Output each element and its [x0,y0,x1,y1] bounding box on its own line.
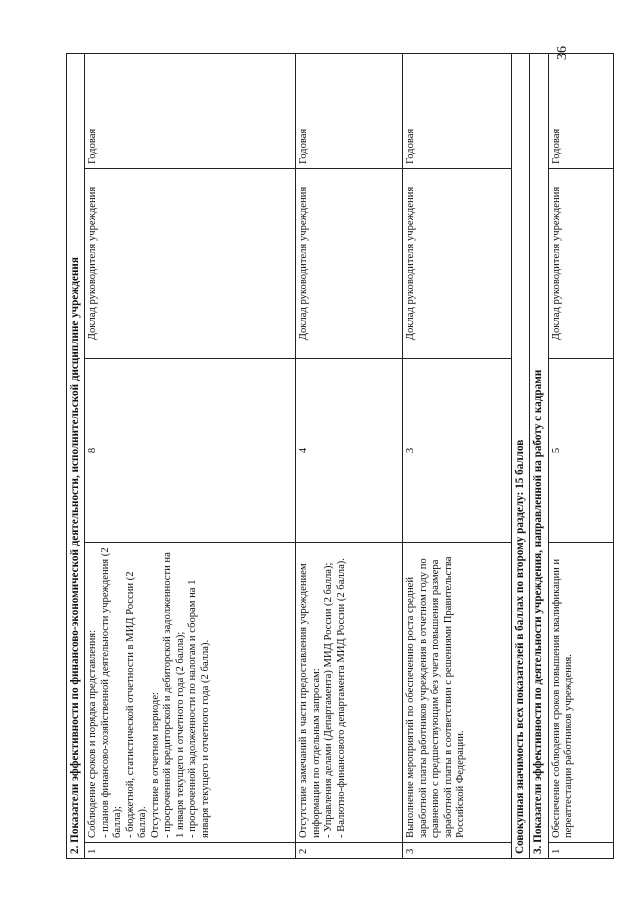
row-number: 3 [403,843,512,859]
source-cell: Доклад руководителя учреждения [403,169,512,359]
section2-total-row [512,54,530,859]
description-line: - Управления делами (Департамента) МИД России (2 балла); [323,562,335,838]
points-cell: 5 [548,359,613,543]
indicator-description [296,543,403,843]
table-row [548,54,613,859]
period-cell: Годовая [403,54,512,169]
description-line: Обеспечение соблюдения сроков повышения квалификации и переаттестации работников учреждения. [550,558,575,838]
description-line: - просроченной кредиторской и дебиторской задолженности на 1 января текущего и отчетного года (2 балла); [162,552,186,838]
description-line: - Валютно-финансового департамента МИД России (2 балла). [335,558,347,838]
row-number: 2 [296,843,403,859]
points-cell: 8 [85,359,296,543]
source-cell: Доклад руководителя учреждения [85,169,296,359]
source-cell: Доклад руководителя учреждения [548,169,613,359]
points-cell: 3 [403,359,512,543]
period-cell: Годовая [548,54,613,169]
row-number: 1 [548,843,613,859]
source-cell: Доклад руководителя учреждения [296,169,403,359]
indicator-description [548,543,613,843]
section2-header-row [67,54,85,859]
indicator-description [85,543,296,843]
table-row [296,54,403,859]
row-number: 1 [85,843,296,859]
indicators-table [66,53,614,859]
table-row [85,54,296,859]
description-line: - бюджетной, статистической отчетности в МИД России (2 балла). [124,571,149,838]
section3-title: 3. Показатели эффективности по деятельности учреждения, направленной на работу с кадрами [530,54,548,859]
points-cell: 4 [296,359,403,543]
page-number: 36 [555,46,570,60]
rotated-table-container [66,54,574,859]
description-line: Соблюдение сроков и порядка представления: [87,629,99,838]
section2-total: Совокупная значимость всех показателей в баллах по второму разделу: 15 баллов [512,54,530,859]
description-line: Выполнение мероприятий по обеспечению роста средней заработной платы работников учреждения в отчетном году по сравнению с предшествующим без учета повышения размера заработной платы в соответствии с решениями Правительства Российской Федерации. [405,556,467,838]
table-row [403,54,512,859]
period-cell: Годовая [296,54,403,169]
description-line: Отсутствие замечаний в части предоставления учреждением информации по отдельным запросам: [298,563,322,838]
indicator-description [403,543,512,843]
period-cell: Годовая [85,54,296,169]
section2-title: 2. Показатели эффективности по финансово-экономической деятельности, исполнительской дисциплине учреждения [67,54,85,859]
description-line: - планов финансово-хозяйственной деятельности учреждения (2 балла); [99,547,124,838]
description-line: Отсутствие в отчетном периоде: [149,692,161,838]
description-line: - просроченной задолженности по налогам и сборам на 1 января текущего и отчетного года (2 балла). [187,579,211,838]
section3-header-row [530,54,548,859]
